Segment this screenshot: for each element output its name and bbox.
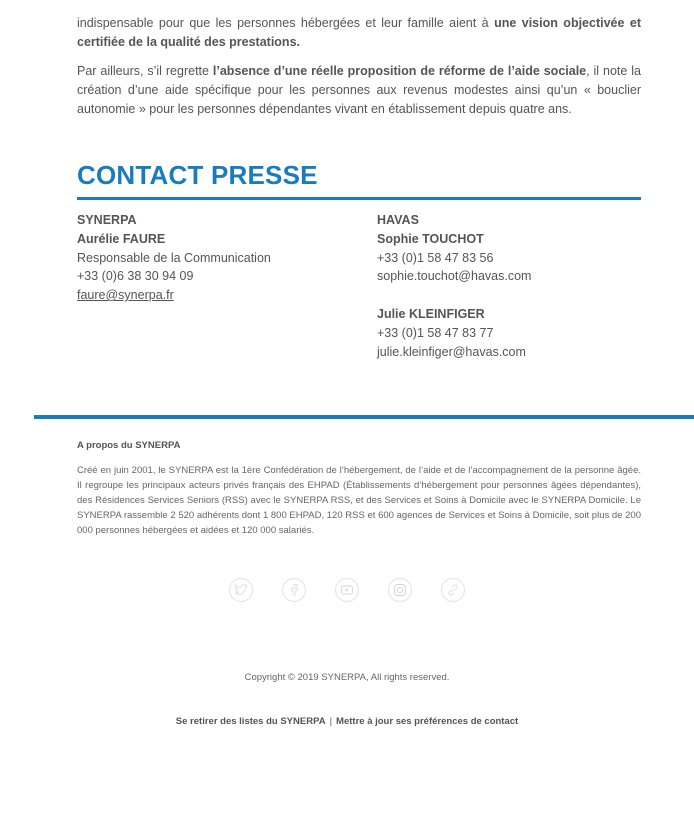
about-text: Créé en juin 2001, le SYNERPA est la 1ère Confédération de l’hébergement, de l’aide et de l’accompagnement de la personne âgée. Il regroupe les principaux acteurs privés français des EHPAD (Établissements d’hébergement pour personnes âgées dépendantes), des Résidences Services Seniors (RSS) avec le SYNERPA RSS, et des Services et Soins à Domicile avec le SYNERPA Domicile. Le SYNERPA rassemble 2 520 adhérents dont 1 800 EHPAD, 120 RSS et 600 agences de Services et Soins à Domicile, soit plus de 200 000 personnes hébergées et aidées et 120 000 salariés. <box>77 465 641 536</box>
facebook-icon[interactable] <box>281 577 307 603</box>
intro-p1-text: indispensable pour que les personnes hébergées et leur famille aient à <box>77 16 495 30</box>
intro-paragraph-2 <box>77 62 641 119</box>
contact-role: Responsable de la Communication <box>77 250 271 265</box>
contact-spacer <box>377 286 531 305</box>
contact-title-divider <box>77 197 641 200</box>
contact-name: Julie KLEINFIGER <box>377 306 485 321</box>
contact-email: julie.kleinfiger@havas.com <box>377 344 526 359</box>
contact-email-link[interactable]: faure@synerpa.fr <box>77 288 174 303</box>
contact-org: SYNERPA <box>77 213 137 227</box>
unsubscribe-link[interactable]: Se retirer des listes du SYNERPA <box>175 716 326 727</box>
contact-name: Sophie TOUCHOT <box>377 231 484 246</box>
footer-divider <box>34 415 694 419</box>
twitter-icon[interactable] <box>228 577 254 603</box>
intro-p2-text-end: , il note la création d’une aide spécifique pour les personnes aux revenus modestes ainsi qu’un « bouclier autonomie » pour les personnes dépendantes vivant en établissement depuis quatre ans. <box>77 64 641 116</box>
contact-havas <box>377 211 531 361</box>
website-icon[interactable] <box>440 577 466 603</box>
contact-email: sophie.touchot@havas.com <box>377 269 532 284</box>
about-title: A propos du SYNERPA <box>77 440 181 451</box>
contact-phone: +33 (0)6 38 30 94 09 <box>77 269 194 284</box>
social-links <box>0 577 694 603</box>
contact-phone: +33 (0)1 58 47 83 56 <box>377 250 494 265</box>
contact-name: Aurélie FAURE <box>77 231 166 246</box>
footer-link-separator: | <box>329 716 333 727</box>
intro-p2-text-start: Par ailleurs, s’il regrette <box>77 64 213 78</box>
youtube-icon[interactable] <box>334 577 360 603</box>
intro-paragraph-1 <box>77 14 641 52</box>
instagram-icon[interactable] <box>387 577 413 603</box>
intro-p2-bold: l’absence d’une réelle proposition de réforme de l’aide sociale <box>212 64 587 78</box>
contact-title: CONTACT PRESSE <box>77 160 318 190</box>
contact-org: HAVAS <box>377 213 419 227</box>
copyright: Copyright © 2019 SYNERPA, All rights reserved. <box>244 672 450 683</box>
contact-phone: +33 (0)1 58 47 83 77 <box>377 325 494 340</box>
contact-synerpa <box>77 211 271 305</box>
footer-links <box>0 716 694 727</box>
update-preferences-link[interactable]: Mettre à jour ses préférences de contact <box>336 716 519 727</box>
intro-p1-bold: une vision objectivée et certifiée de la qualité des prestations. <box>77 16 642 49</box>
